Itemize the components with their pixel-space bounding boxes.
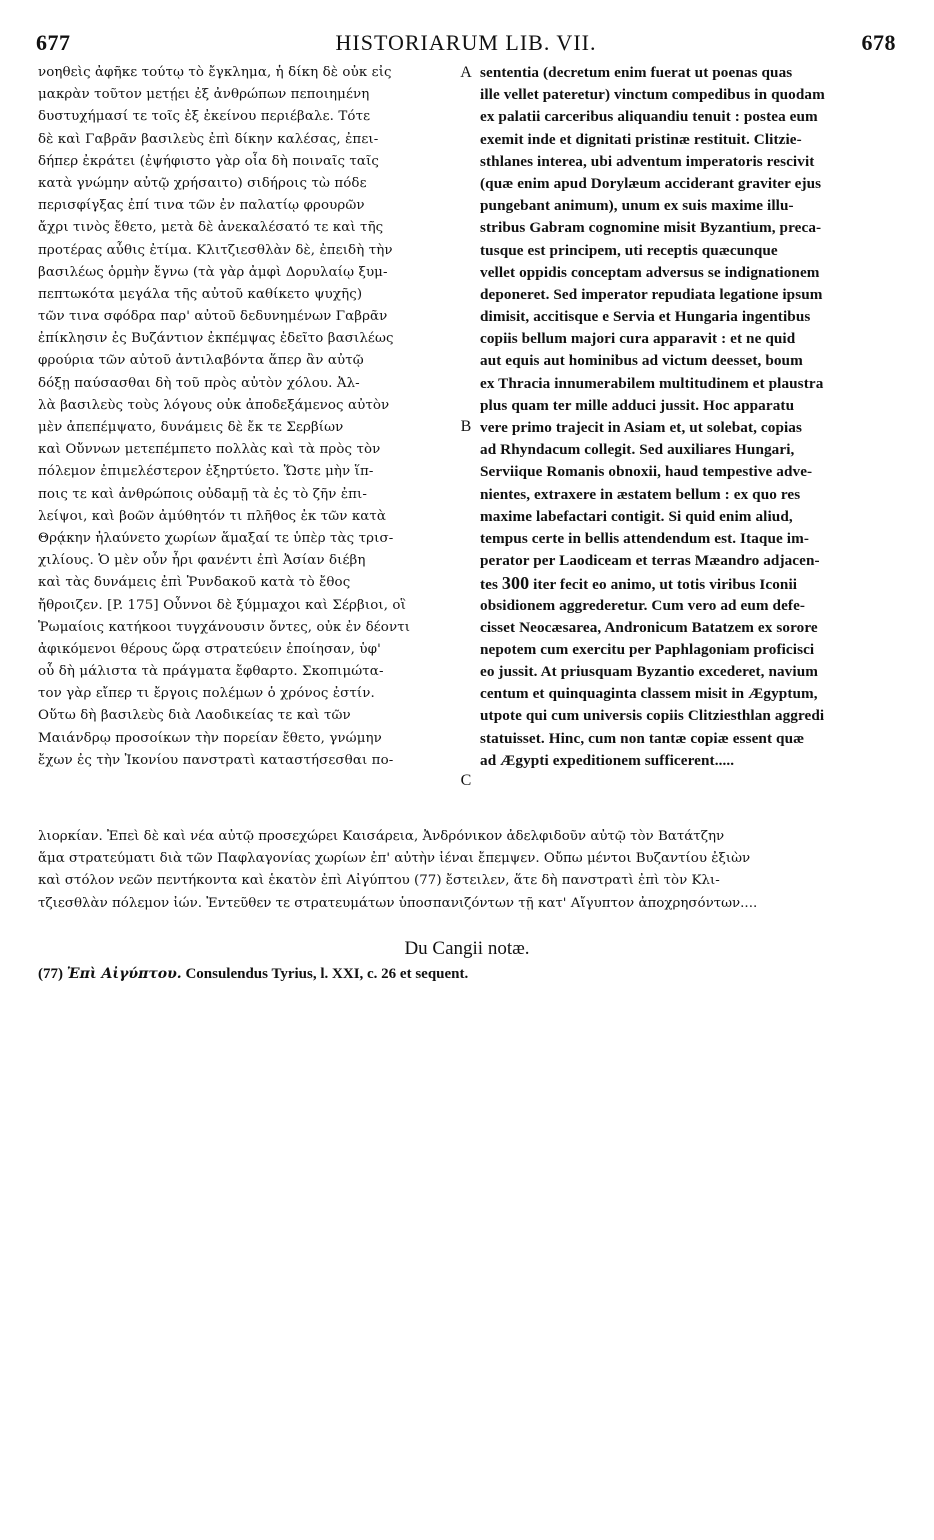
greek-text-line: ἤθροιζεν. [P. 175] Οὖννοι δὲ ξύμμαχοι καὶ Σέρβιοι, οἳ [38, 597, 406, 613]
latin-text-line: Serviique Romanis obnoxii, haud tempestive adve- [480, 463, 813, 481]
greek-text-line: φρούρια τῶν αὐτοῦ ἀντιλαβόντα ἅπερ ἂν αὐτῷ [38, 353, 364, 369]
section-marker-b: B [460, 418, 472, 435]
latin-text-line: ille vellet pateretur) vinctum compedibus in quodam [480, 86, 825, 104]
greek-text-line: λείψοι, καὶ βοῶν ἀμύθητόν τι πλῆθος ἐκ τῶν κατὰ [38, 508, 387, 524]
latin-text-line: deponeret. Sed imperator repudiata legatione ipsum [480, 285, 823, 303]
latin-text-line: perator per Laodiceam et terras Mæandro adjacen- [480, 552, 820, 570]
greek-text-line: δὲ καὶ Γαβρᾶν βασιλεὺς ἐπὶ δίκην καλέσας, ἐπει- [38, 131, 379, 147]
greek-text-line: ἐπίκλησιν ἐς Βυζάντιον ἐκπέμψας ἐδεῖτο βασιλέως [38, 331, 394, 347]
footnote-text: Consulendus Tyrius, l. XXI, c. 26 et sequent. [185, 966, 469, 982]
latin-text-line: obsidionem aggrederetur. Cum vero ad eum defe- [480, 596, 806, 614]
latin-text-line: centum et quinquaginta classem misit in Ægyptum, [480, 685, 818, 703]
greek-text-line: κατὰ γνώμην αὐτῷ χρήσαιτο) σιδήροις τὼ πόδε [38, 175, 367, 191]
footnote [38, 966, 468, 983]
section-marker-c: C [460, 772, 472, 789]
greek-full-text-line: λιορκίαν. Ἐπεὶ δὲ καὶ νέα αὐτῷ προσεχώρει Καισάρεια, Ἀνδρόνικον ἀδελφιδοῦν αὐτῷ τὸν Βατάτζην [38, 829, 725, 844]
latin-text-segment: tes [480, 576, 499, 594]
latin-text-line: sthlanes interea, ubi adventum imperatoris rescivit [480, 152, 815, 170]
latin-text-line: statuisset. Hinc, cum non tantæ copiæ essent quæ [480, 729, 805, 747]
latin-text-line: copiis bellum majori cura apparavit : et ne quid [480, 330, 796, 348]
greek-text-line: προτέρας αὖθις ἐτίμα. Κλιτζιεσθλὰν δὲ, ἐπειδὴ τὴν [38, 242, 393, 258]
greek-text-line: Θρᾴκην ἠλαύνετο χωρίων ἅμαξαί τε ὑπὲρ τὰς τρισ- [38, 530, 394, 546]
greek-text-line: καὶ Οὔννων μετεπέμπετο πολλὰς καὶ τὰ πρὸς τὸν [38, 442, 381, 458]
latin-text-line: vere primo trajecit in Asiam et, ut solebat, copias [480, 419, 803, 436]
greek-text-line: λὰ βασιλεὺς τοὺς λόγους οὐκ ἀποδεξάμενος αὐτὸν [38, 397, 390, 413]
latin-text-line: aut equis aut hominibus ad victum deesset, boum [480, 352, 803, 370]
page-header [36, 30, 896, 60]
page-number-left: 677 [36, 30, 71, 55]
greek-column [38, 62, 456, 772]
greek-text-line: περισφίγξας ἐπί τινα τῶν ἐν παλατίῳ φρουρῶν [38, 198, 365, 214]
latin-text-line: ad Ægypti expeditionem sufficerent..... [480, 751, 735, 769]
footnote-number: (77) [38, 966, 63, 982]
latin-text-line: tempus certe in bellis attendendum est. Itaque im- [480, 529, 809, 547]
greek-text-line: νοηθεὶς ἀφῆκε τούτῳ τὸ ἔγκλημα, ἡ δίκη δὲ οὐκ εἰς [38, 65, 392, 80]
latin-text-line: utpote qui cum universis copiis Clitziesthlan aggredi [480, 707, 825, 725]
latin-text-line: maxime labefactari contigit. Si quid enim aliud, [480, 507, 793, 525]
latin-text-line: cisset Neocæsarea, Andronicum Batatzem ex sorore [480, 618, 818, 636]
latin-text-line: plus quam ter mille adduci jussit. Hoc apparatu [480, 396, 795, 414]
latin-text-line [480, 572, 900, 594]
page-number-right: 678 [861, 30, 896, 55]
marginal-number: 300 [501, 573, 530, 594]
greek-text-line: πεπτωκότα μεγάλα τῆς αὐτοῦ καθίκετο ψυχῆς) [38, 286, 363, 302]
greek-full-text-line: ἅμα στρατεύματι διὰ τῶν Παφλαγονίας χωρίων ἐπ' αὐτὴν ἰέναι ἔπεμψεν. Οὔπω μέντοι Βυζαντίου ἐξιὼν [38, 851, 751, 867]
latin-text-line: stribus Gabram cognomine misit Byzantium, preca- [480, 219, 822, 237]
greek-text-line: ἔχων ἐς τὴν Ἰκονίου πανστρατὶ καταστήσεσθαι πο- [38, 752, 394, 768]
latin-text-line: ex Thracia innumerabilem multitudinem et plaustra [480, 374, 824, 392]
greek-text-line: δήπερ ἐκράτει (ἐψήφιστο γὰρ οἷα δὴ ποιναῖς ταῖς [38, 153, 380, 169]
latin-text-line: (quæ enim apud Dorylæum acciderant graviter ejus [480, 174, 822, 192]
greek-text-line: ἀφικόμενοι θέρους ὥρᾳ στρατεύειν ἐποίησαν, ὑφ' [38, 641, 381, 657]
section-marker-a: A [460, 64, 472, 81]
full-width-text [38, 826, 900, 915]
greek-full-text-line: καὶ στόλον νεῶν πεντήκοντα καὶ ἑκατὸν ἐπὶ Αἰγύπτου (77) ἔστειλεν, ἅτε δὴ πανστρατὶ ἐπὶ τὸν Κλι- [38, 873, 720, 889]
latin-text-line: vellet oppidis conceptam adversus se indignationem [480, 263, 820, 281]
latin-text-line: tusque est principem, uti receptis quæcunque [480, 241, 778, 259]
latin-text-line: nientes, extraxere in æstatem bellum : ex quo res [480, 485, 801, 503]
greek-text-line: Οὕτω δὴ βασιλεὺς διὰ Λαοδικείας τε καὶ τῶν [38, 708, 351, 724]
latin-text-line: ex palatii carceribus aliquandiu tenuit : postea eum [480, 108, 818, 126]
notes-title: Du Cangii notæ. [404, 938, 530, 959]
footnote-lemma: Ἐπὶ Αἰγύπτου. [66, 966, 182, 982]
greek-text-line: πόλεμον ἐπιμελέστερον ἐξηρτύετο. Ὥστε μὴν ἵπ- [38, 464, 374, 480]
greek-text-line: καὶ τὰς δυνάμεις ἐπὶ Ῥυνδακοῦ κατὰ τὸ ἔθος [38, 575, 351, 591]
latin-column [480, 62, 900, 772]
greek-text-line: Μαιάνδρῳ προσοίκων τὴν πορείαν ἔθετο, γνώμην [38, 730, 382, 746]
greek-text-line: βασιλέως ὁρμὴν ἔγνω (τὰ γὰρ ἀμφὶ Δορυλαίῳ ξυμ- [38, 264, 388, 280]
greek-text-line: τῶν τινα σφόδρα παρ' αὐτοῦ δεδυνημένων Γαβρᾶν [38, 309, 388, 325]
greek-text-line: μὲν ἀπεπέμψατο, δυνάμεις δὲ ἔκ τε Σερβίων [38, 420, 344, 435]
latin-text-line: nepotem cum exercitu per Paphlagoniam proficisci [480, 640, 815, 658]
greek-full-text-line: τζιεσθλὰν πόλεμον ἰών. Ἐντεῦθεν τε στρατευμάτων ὑποσπανιζόντων τῇ κατ' Αἴγυπτον ἀποχρησόντων.... [38, 895, 758, 911]
greek-text-line: οὗ δὴ μάλιστα τὰ πράγματα ἔφθαρτο. Σκοπιμώτα- [38, 664, 384, 680]
greek-text-line: Ῥωμαίοις κατήκοοι τυγχάνουσιν ὄντες, οὐκ ἐν δέοντι [38, 619, 411, 635]
greek-text-line: ποις τε καὶ ἀνθρώποις οὐδαμῇ τὰ ἐς τὸ ζῆν ἐπι- [38, 486, 367, 502]
latin-text-segment: iter fecit eo animo, ut totis viribus Iconii [533, 576, 798, 594]
running-head: HISTORIARUM LIB. VII. [335, 30, 597, 55]
greek-text-line: μακρὰν τοῦτον μετῄει ἐξ ἀνθρώπων πεποιημένη [38, 87, 370, 103]
latin-text-line: dimisit, accitisque e Servia et Hungaria ingentibus [480, 308, 811, 326]
latin-text-line: eo jussit. At priusquam Byzantio excederet, navium [480, 663, 818, 681]
greek-text-line: χιλίους. Ὁ μὲν οὖν ἦρι φανέντι ἐπὶ Ἀσίαν διέβη [38, 553, 366, 569]
greek-text-line: δόξῃ παύσασθαι δὴ τοῦ πρὸς αὐτὸν χόλου. Ἀλ- [38, 375, 360, 391]
greek-text-line: τον γὰρ εἴπερ τι ἔργοις πολέμων ὁ χρόνος ἐστίν. [38, 686, 375, 702]
latin-text-line: ad Rhyndacum collegit. Sed auxiliares Hungari, [480, 441, 795, 459]
greek-text-line: δυστυχήμασί τε τοῖς ἐξ ἐκείνου περιέβαλε. Τότε [38, 109, 371, 125]
greek-text-line: ἄχρι τινὸς ἔθετο, μετὰ δὲ ἀνεκαλέσατό τε καὶ τῆς [38, 220, 384, 236]
latin-text-line: exemit inde et dignitati pristinæ restituit. Clitzie- [480, 130, 802, 148]
latin-text-line: pungebant animum), unum ex suis maxime illu- [480, 197, 794, 215]
latin-text-line: sententia (decretum enim fuerat ut poenas quas [480, 64, 793, 81]
